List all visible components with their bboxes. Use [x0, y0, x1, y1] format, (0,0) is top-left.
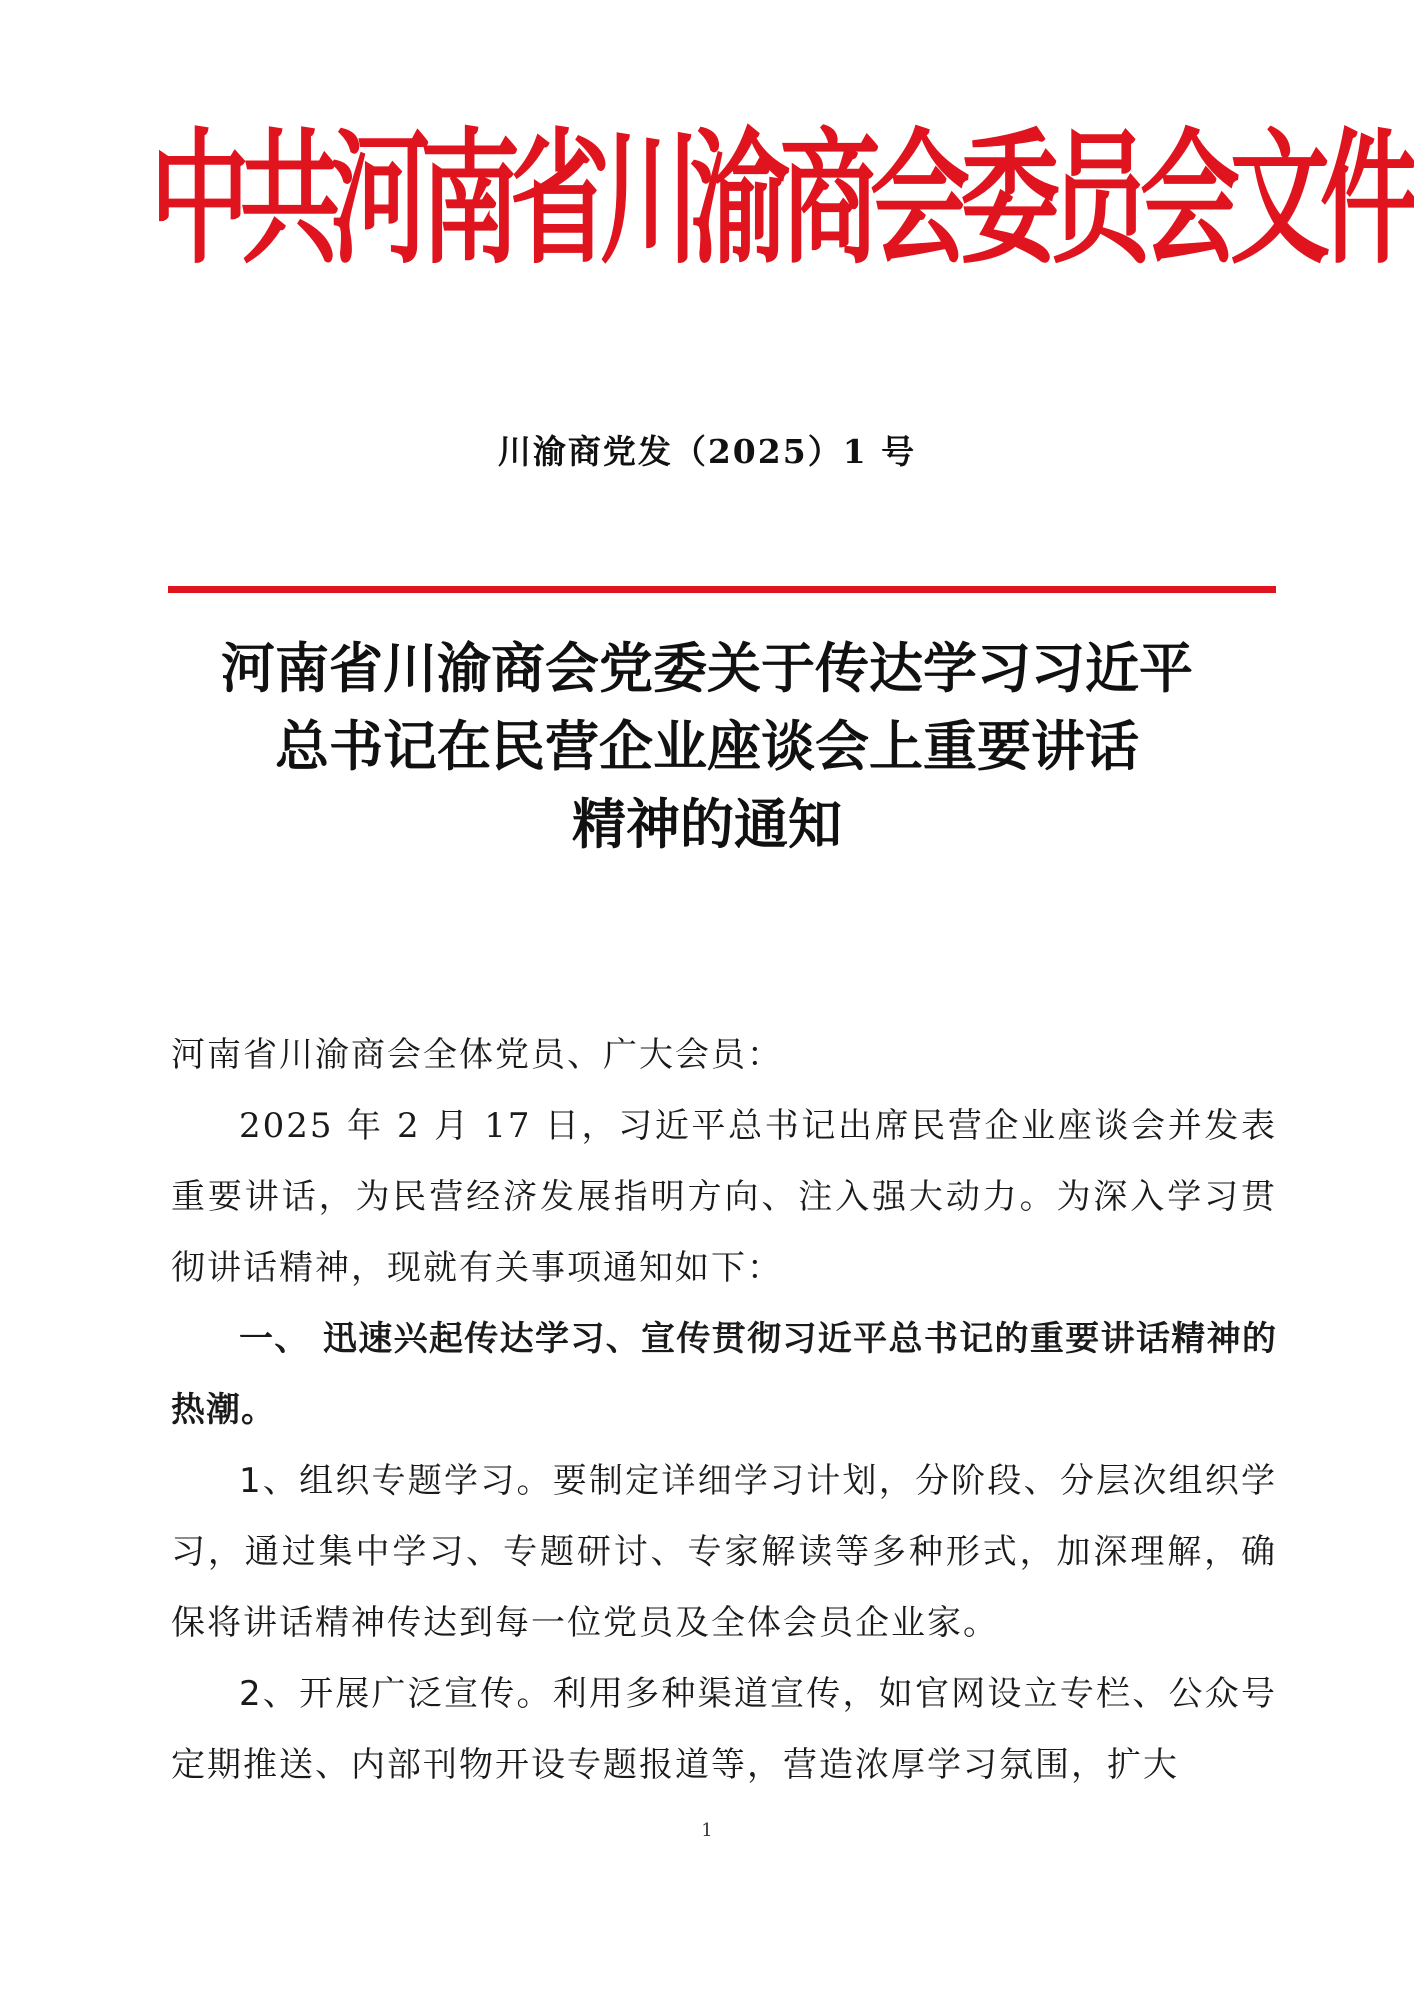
section-heading-1: 一、 迅速兴起传达学习、宣传贯彻习近平总书记的重要讲话精神的热潮。: [171, 1319, 1277, 1430]
item-paragraph-2: [171, 1659, 1277, 1801]
item-1-lead: 1、组织专题学习。: [239, 1461, 553, 1501]
document-number: 川渝商党发（2025）1 号: [497, 432, 917, 471]
intro-paragraph: 2025 年 2 月 17 日，习近平总书记出席民营企业座谈会并发表重要讲话，为民营经济发展指明方向、注入强大动力。为深入学习贯彻讲话精神，现就有关事项通知如下：: [171, 1106, 1277, 1288]
letterhead-title: 中共河南省川渝商会委员会文件: [150, 114, 1410, 285]
document-body: [171, 1020, 1277, 1801]
red-divider-line: [168, 586, 1276, 593]
page-number: 1: [701, 1820, 713, 1841]
notice-title-line-1: 河南省川渝商会党委关于传达学习习近平: [221, 637, 1193, 700]
item-2-text: 利用多种渠道宣传，如官网设立专栏、公众号定期推送、内部刊物开设专题报道等，营造浓厚学习氛围，扩大: [171, 1674, 1278, 1785]
salutation: 河南省川渝商会全体党员、广大会员：: [171, 1035, 783, 1075]
notice-title-line-2: 总书记在民营企业座谈会上重要讲话: [275, 715, 1139, 778]
notice-title-line-3: 精神的通知: [572, 793, 842, 856]
notice-title: [0, 630, 1414, 864]
item-paragraph-1: [171, 1446, 1277, 1659]
item-2-lead: 2、开展广泛宣传。: [239, 1674, 553, 1714]
item-1-text: 要制定详细学习计划，分阶段、分层次组织学习，通过集中学习、专题研讨、专家解读等多种形式，加深理解，确保将讲话精神传达到每一位党员及全体会员企业家。: [171, 1461, 1278, 1643]
